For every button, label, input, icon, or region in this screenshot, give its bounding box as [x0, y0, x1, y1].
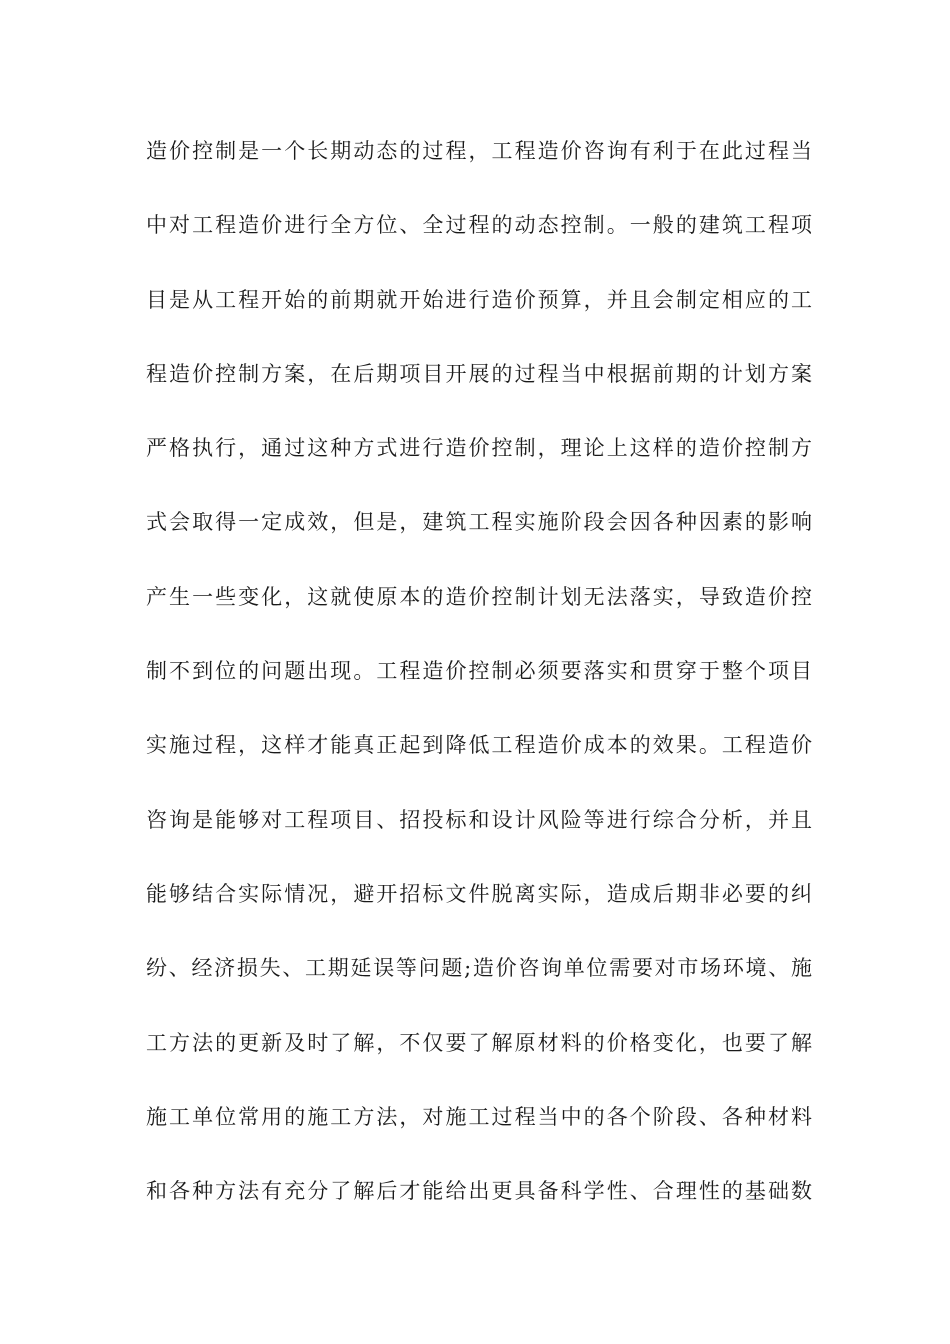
text-line: 严格执行，通过这种方式进行造价控制，理论上这样的造价控制方 — [146, 436, 812, 461]
body-paragraph — [146, 130, 812, 1244]
text-line: 工方法的更新及时了解，不仅要了解原材料的价格变化，也要了解 — [146, 1030, 812, 1055]
text-line: 制不到位的问题出现。工程造价控制必须要落实和贯穿于整个项目 — [146, 659, 812, 684]
text-line: 纷、经济损失、工期延误等问题;造价咨询单位需要对市场环境、施 — [146, 956, 812, 981]
text-line: 实施过程，这样才能真正起到降低工程造价成本的效果。工程造价 — [146, 733, 812, 758]
text-line: 中对工程造价进行全方位、全过程的动态控制。一般的建筑工程项 — [146, 213, 812, 238]
text-line: 造价控制是一个长期动态的过程，工程造价咨询有利于在此过程当 — [146, 139, 812, 163]
text-line: 产生一些变化，这就使原本的造价控制计划无法落实，导致造价控 — [146, 584, 812, 609]
text-line: 施工单位常用的施工方法，对施工过程当中的各个阶段、各种材料 — [146, 1104, 812, 1129]
text-line: 式会取得一定成效，但是，建筑工程实施阶段会因各种因素的影响 — [146, 510, 812, 535]
text-line: 咨询是能够对工程项目、招投标和设计风险等进行综合分析，并且 — [146, 807, 812, 832]
text-line: 目是从工程开始的前期就开始进行造价预算，并且会制定相应的工 — [146, 287, 812, 312]
text-line: 程造价控制方案，在后期项目开展的过程当中根据前期的计划方案 — [146, 361, 812, 386]
text-line: 和各种方法有充分了解后才能给出更具备科学性、合理性的基础数 — [146, 1179, 812, 1204]
text-line: 能够结合实际情况，避开招标文件脱离实际，造成后期非必要的纠 — [146, 881, 812, 906]
